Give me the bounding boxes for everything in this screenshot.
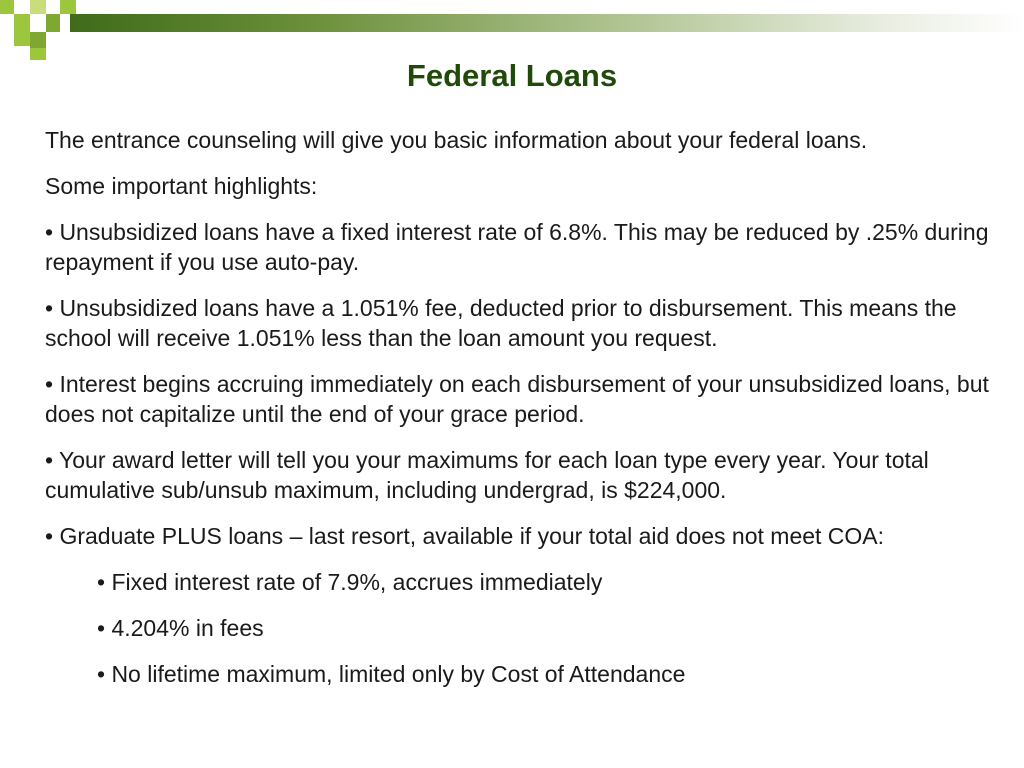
bullet-item: • Your award letter will tell you your maximums for each loan type every year. Your total cumulative sub/unsub maximum, including undergrad, is $224,000.: [45, 447, 929, 503]
slide-title: Federal Loans: [406, 58, 618, 93]
intro-paragraph: The entrance counseling will give you basic information about your federal loans.: [45, 127, 868, 153]
bullet-item: • Unsubsidized loans have a fixed interest rate of 6.8%. This may be reduced by .25% during repayment if you use auto-pay.: [45, 219, 989, 275]
bullet-item: • Interest begins accruing immediately on each disbursement of your unsubsidized loans, but does not capitalize until the end of your grace period.: [45, 371, 989, 427]
decorative-square: [60, 0, 76, 14]
highlights-heading: Some important highlights:: [45, 173, 318, 199]
decorative-square: [46, 14, 60, 32]
decorative-square: [0, 0, 14, 14]
decorative-square: [30, 32, 46, 48]
sub-bullet-item: • Fixed interest rate of 7.9%, accrues immediately: [97, 569, 603, 595]
header-gradient-bar: [70, 14, 1024, 32]
decorative-square: [14, 32, 30, 46]
decorative-square: [14, 14, 30, 32]
bullet-item: • Graduate PLUS loans – last resort, available if your total aid does not meet COA:: [45, 523, 885, 549]
sub-bullet-item: • 4.204% in fees: [97, 615, 264, 641]
slide-body: [45, 125, 990, 705]
bullet-item: • Unsubsidized loans have a 1.051% fee, deducted prior to disbursement. This means the school will receive 1.051% less than the loan amount you request.: [45, 295, 957, 351]
decorative-square: [30, 0, 46, 14]
sub-bullet-item: • No lifetime maximum, limited only by Cost of Attendance: [97, 661, 686, 687]
